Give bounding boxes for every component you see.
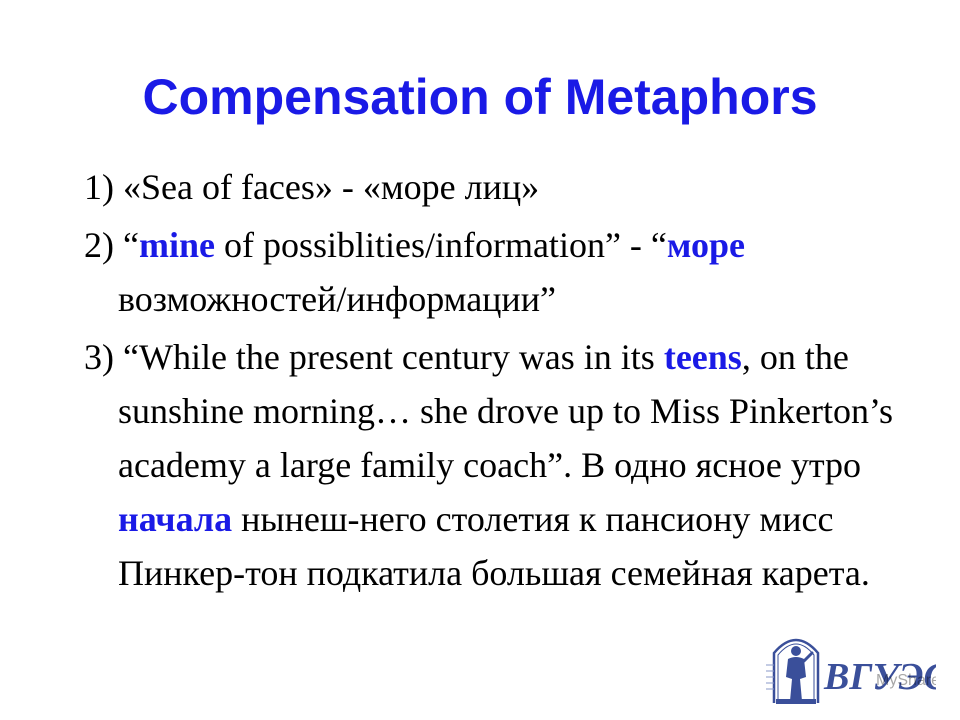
- slide-title: Compensation of Metaphors: [142, 69, 818, 125]
- item-2-text-c: возможностей/информации”: [118, 279, 556, 319]
- list-item-1: [84, 160, 904, 214]
- item-2-highlight-mine: mine: [138, 225, 215, 265]
- item-2-text-a: 2) “: [84, 225, 139, 265]
- item-3-text-a: 3) “While the present century was in its: [84, 337, 664, 377]
- metaphor-list: [84, 160, 904, 604]
- item-3-text-b: , on the sunshine morning… she drove up to Miss Pinkerton’s academy a large family coach”. В одно ясное утро: [118, 337, 893, 485]
- item-3-text-c: нынеш-него столетия к пансиону мисс Пинкер-тон подкатила большая семейная карета.: [118, 499, 870, 593]
- item-1-text: 1) «Sea of faces» - «море лиц»: [84, 167, 540, 207]
- logo-text: ВГУЭ: [824, 656, 924, 698]
- watermark-text: MyShare: [876, 672, 936, 689]
- list-item-2: [84, 218, 904, 326]
- list-item-3: [84, 330, 904, 600]
- item-3-highlight-nachala: начала: [118, 499, 233, 539]
- statue-emblem-icon: [766, 625, 936, 705]
- item-2-text-b: of possiblities/information” - “: [214, 225, 667, 265]
- item-2-highlight-more: море: [666, 225, 745, 265]
- university-logo: [766, 625, 936, 705]
- item-3-highlight-teens: teens: [663, 337, 742, 377]
